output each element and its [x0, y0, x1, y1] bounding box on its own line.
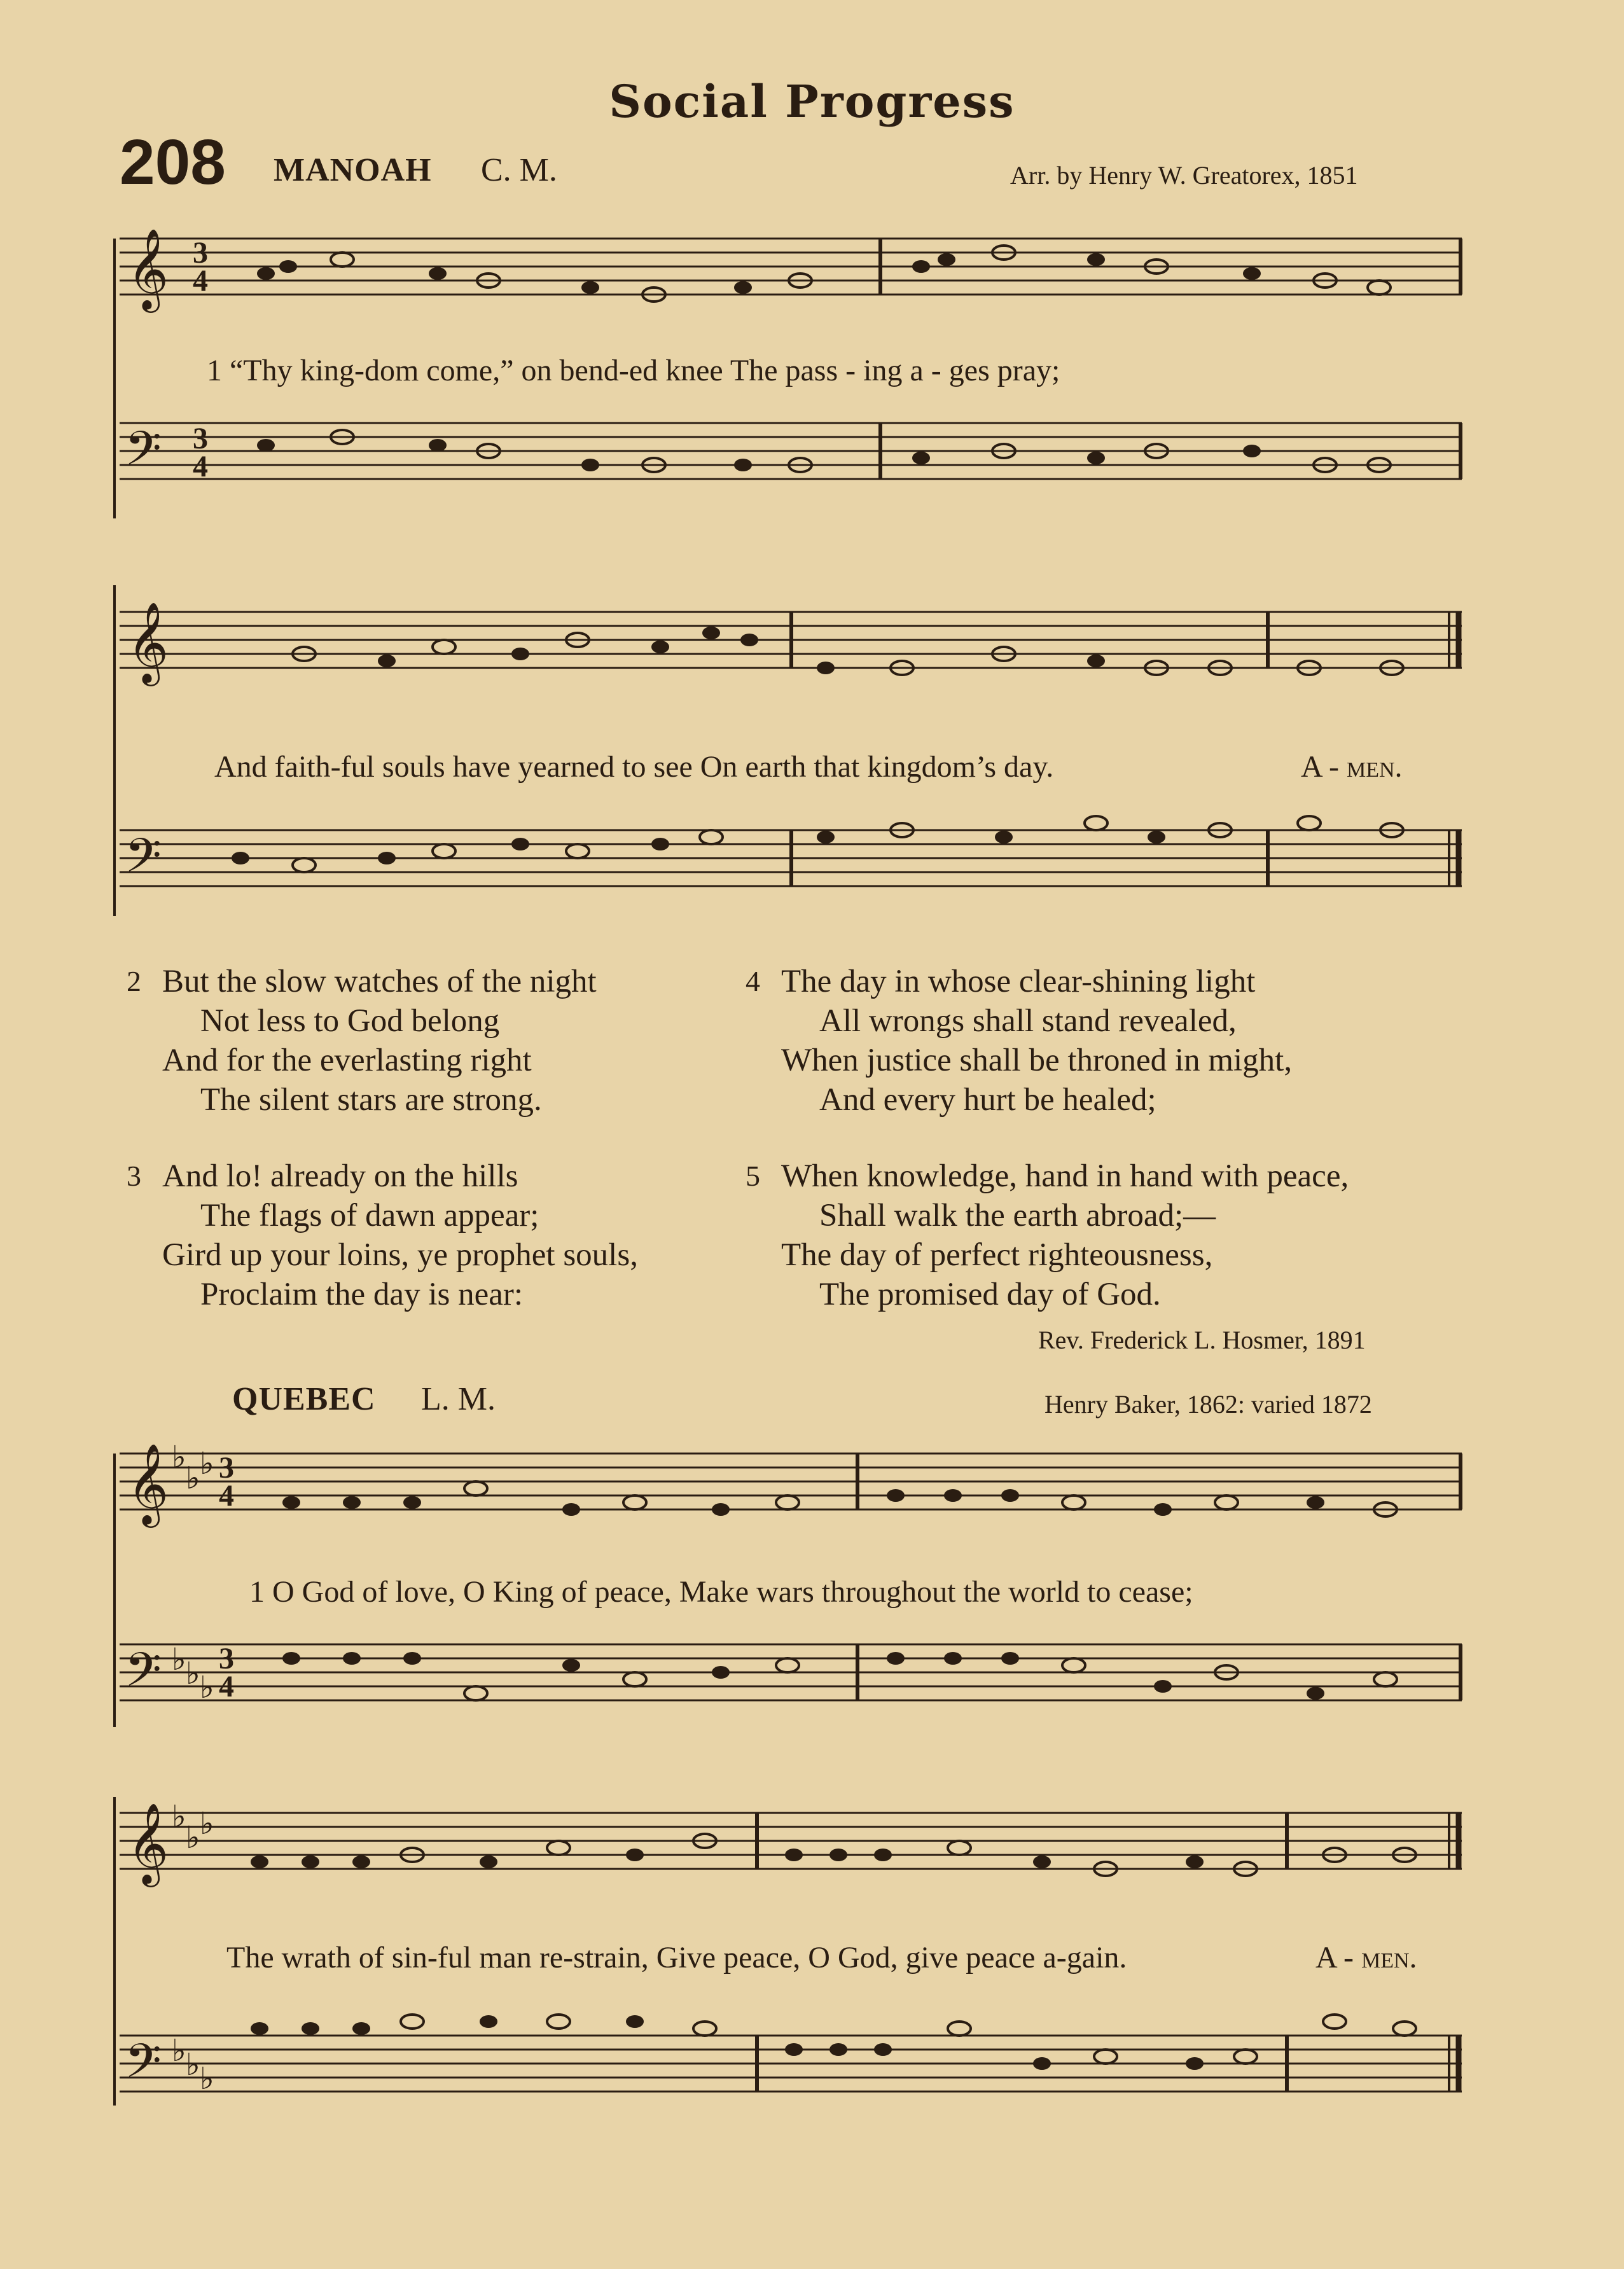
- svg-text:𝄞: 𝄞: [127, 228, 169, 309]
- verse-line: All wrongs shall stand revealed,: [819, 1003, 1237, 1039]
- lyric-quebec-amen: A - men.: [1315, 1941, 1417, 1974]
- svg-text:♭: ♭: [186, 1462, 200, 1495]
- verse-line: When justice shall be throned in might,: [781, 1043, 1293, 1078]
- verse-line: Gird up your loins, ye prophet souls,: [162, 1237, 638, 1273]
- svg-text:3: 3: [219, 1642, 234, 1676]
- tune-name-quebec: QUEBEC: [232, 1381, 376, 1417]
- svg-text:3: 3: [193, 422, 208, 455]
- svg-text:♭: ♭: [172, 1800, 186, 1834]
- svg-text:♭: ♭: [200, 1807, 214, 1841]
- section-title: Social Progress: [609, 75, 1015, 128]
- hymn-author: Rev. Frederick L. Hosmer, 1891: [1038, 1326, 1366, 1354]
- hymn-number: 208: [120, 127, 226, 198]
- verse-2: [127, 962, 597, 1120]
- tune-meter-quebec: L. M.: [421, 1381, 496, 1417]
- svg-text:𝄞: 𝄞: [127, 1802, 169, 1884]
- svg-text:♭: ♭: [186, 1821, 200, 1855]
- verse-number: 2: [127, 965, 141, 997]
- lyric-manoah-line-2: And faith-ful souls have yearned to see On earth that kingdom’s day.: [214, 750, 1054, 784]
- verse-number: 3: [127, 1160, 141, 1192]
- verse-line: But the slow watches of the night: [162, 964, 597, 999]
- verse-number: 4: [746, 965, 760, 997]
- svg-text:3: 3: [219, 1451, 234, 1485]
- svg-text:𝄢: 𝄢: [125, 1642, 162, 1709]
- verse-line: Proclaim the day is near:: [200, 1277, 524, 1312]
- treble-staff: [120, 239, 1462, 295]
- verse-line: And lo! already on the hills: [162, 1158, 518, 1194]
- tune-name-manoah: MANOAH: [274, 152, 432, 188]
- svg-text:♭: ♭: [172, 2034, 186, 2068]
- verse-line: Not less to God belong: [200, 1003, 500, 1039]
- verse-3: [127, 1156, 638, 1314]
- svg-text:4: 4: [193, 264, 208, 298]
- svg-text:𝄢: 𝄢: [125, 421, 162, 488]
- lyric-quebec-line-2: The wrath of sin-ful man re-strain, Give peace, O God, give peace a-gain.: [226, 1941, 1127, 1974]
- verse-line: And every hurt be healed;: [819, 1082, 1156, 1118]
- verse-4: [746, 962, 1293, 1120]
- svg-text:𝄢: 𝄢: [125, 828, 162, 895]
- verse-line: The silent stars are strong.: [200, 1082, 542, 1118]
- svg-text:𝄢: 𝄢: [125, 2034, 162, 2100]
- svg-text:♭: ♭: [200, 1447, 214, 1481]
- svg-text:♭: ♭: [200, 1671, 214, 1705]
- verse-line: The flags of dawn appear;: [200, 1198, 539, 1233]
- tune-credit-manoah: Arr. by Henry W. Greatorex, 1851: [1010, 161, 1358, 190]
- verse-line: When knowledge, hand in hand with peace,: [781, 1158, 1349, 1194]
- tune-meter-manoah: C. M.: [481, 152, 557, 188]
- svg-text:♭: ♭: [172, 1441, 186, 1475]
- verse-line: And for the everlasting right: [162, 1043, 532, 1078]
- lyric-manoah-amen: A - men.: [1301, 750, 1403, 784]
- svg-text:♭: ♭: [186, 2048, 200, 2082]
- lyric-manoah-line-1: 1 “Thy king-dom come,” on bend-ed knee The pass - ing a - ges pray;: [207, 354, 1060, 387]
- svg-text:𝄞: 𝄞: [127, 601, 169, 683]
- verse-line: The promised day of God.: [819, 1277, 1161, 1312]
- svg-text:4: 4: [219, 1479, 234, 1513]
- svg-text:𝄞: 𝄞: [127, 1443, 169, 1524]
- verse-number: 5: [746, 1160, 760, 1192]
- verse-line: The day in whose clear-shining light: [781, 964, 1256, 999]
- lyric-quebec-line-1: 1 O God of love, O King of peace, Make wars throughout the world to cease;: [249, 1575, 1193, 1609]
- svg-text:♭: ♭: [200, 2062, 214, 2096]
- tune-credit-quebec: Henry Baker, 1862: varied 1872: [1044, 1390, 1372, 1419]
- svg-text:♭: ♭: [172, 1643, 186, 1677]
- svg-text:4: 4: [193, 450, 208, 483]
- verse-line: Shall walk the earth abroad;—: [819, 1198, 1216, 1233]
- svg-text:♭: ♭: [186, 1657, 200, 1691]
- verse-line: The day of perfect righteousness,: [781, 1237, 1213, 1273]
- verse-5: [746, 1156, 1349, 1314]
- staff-system-graphic: [113, 572, 1465, 916]
- svg-text:4: 4: [219, 1670, 234, 1703]
- svg-text:3: 3: [193, 236, 208, 270]
- music-system-2: [113, 572, 1465, 916]
